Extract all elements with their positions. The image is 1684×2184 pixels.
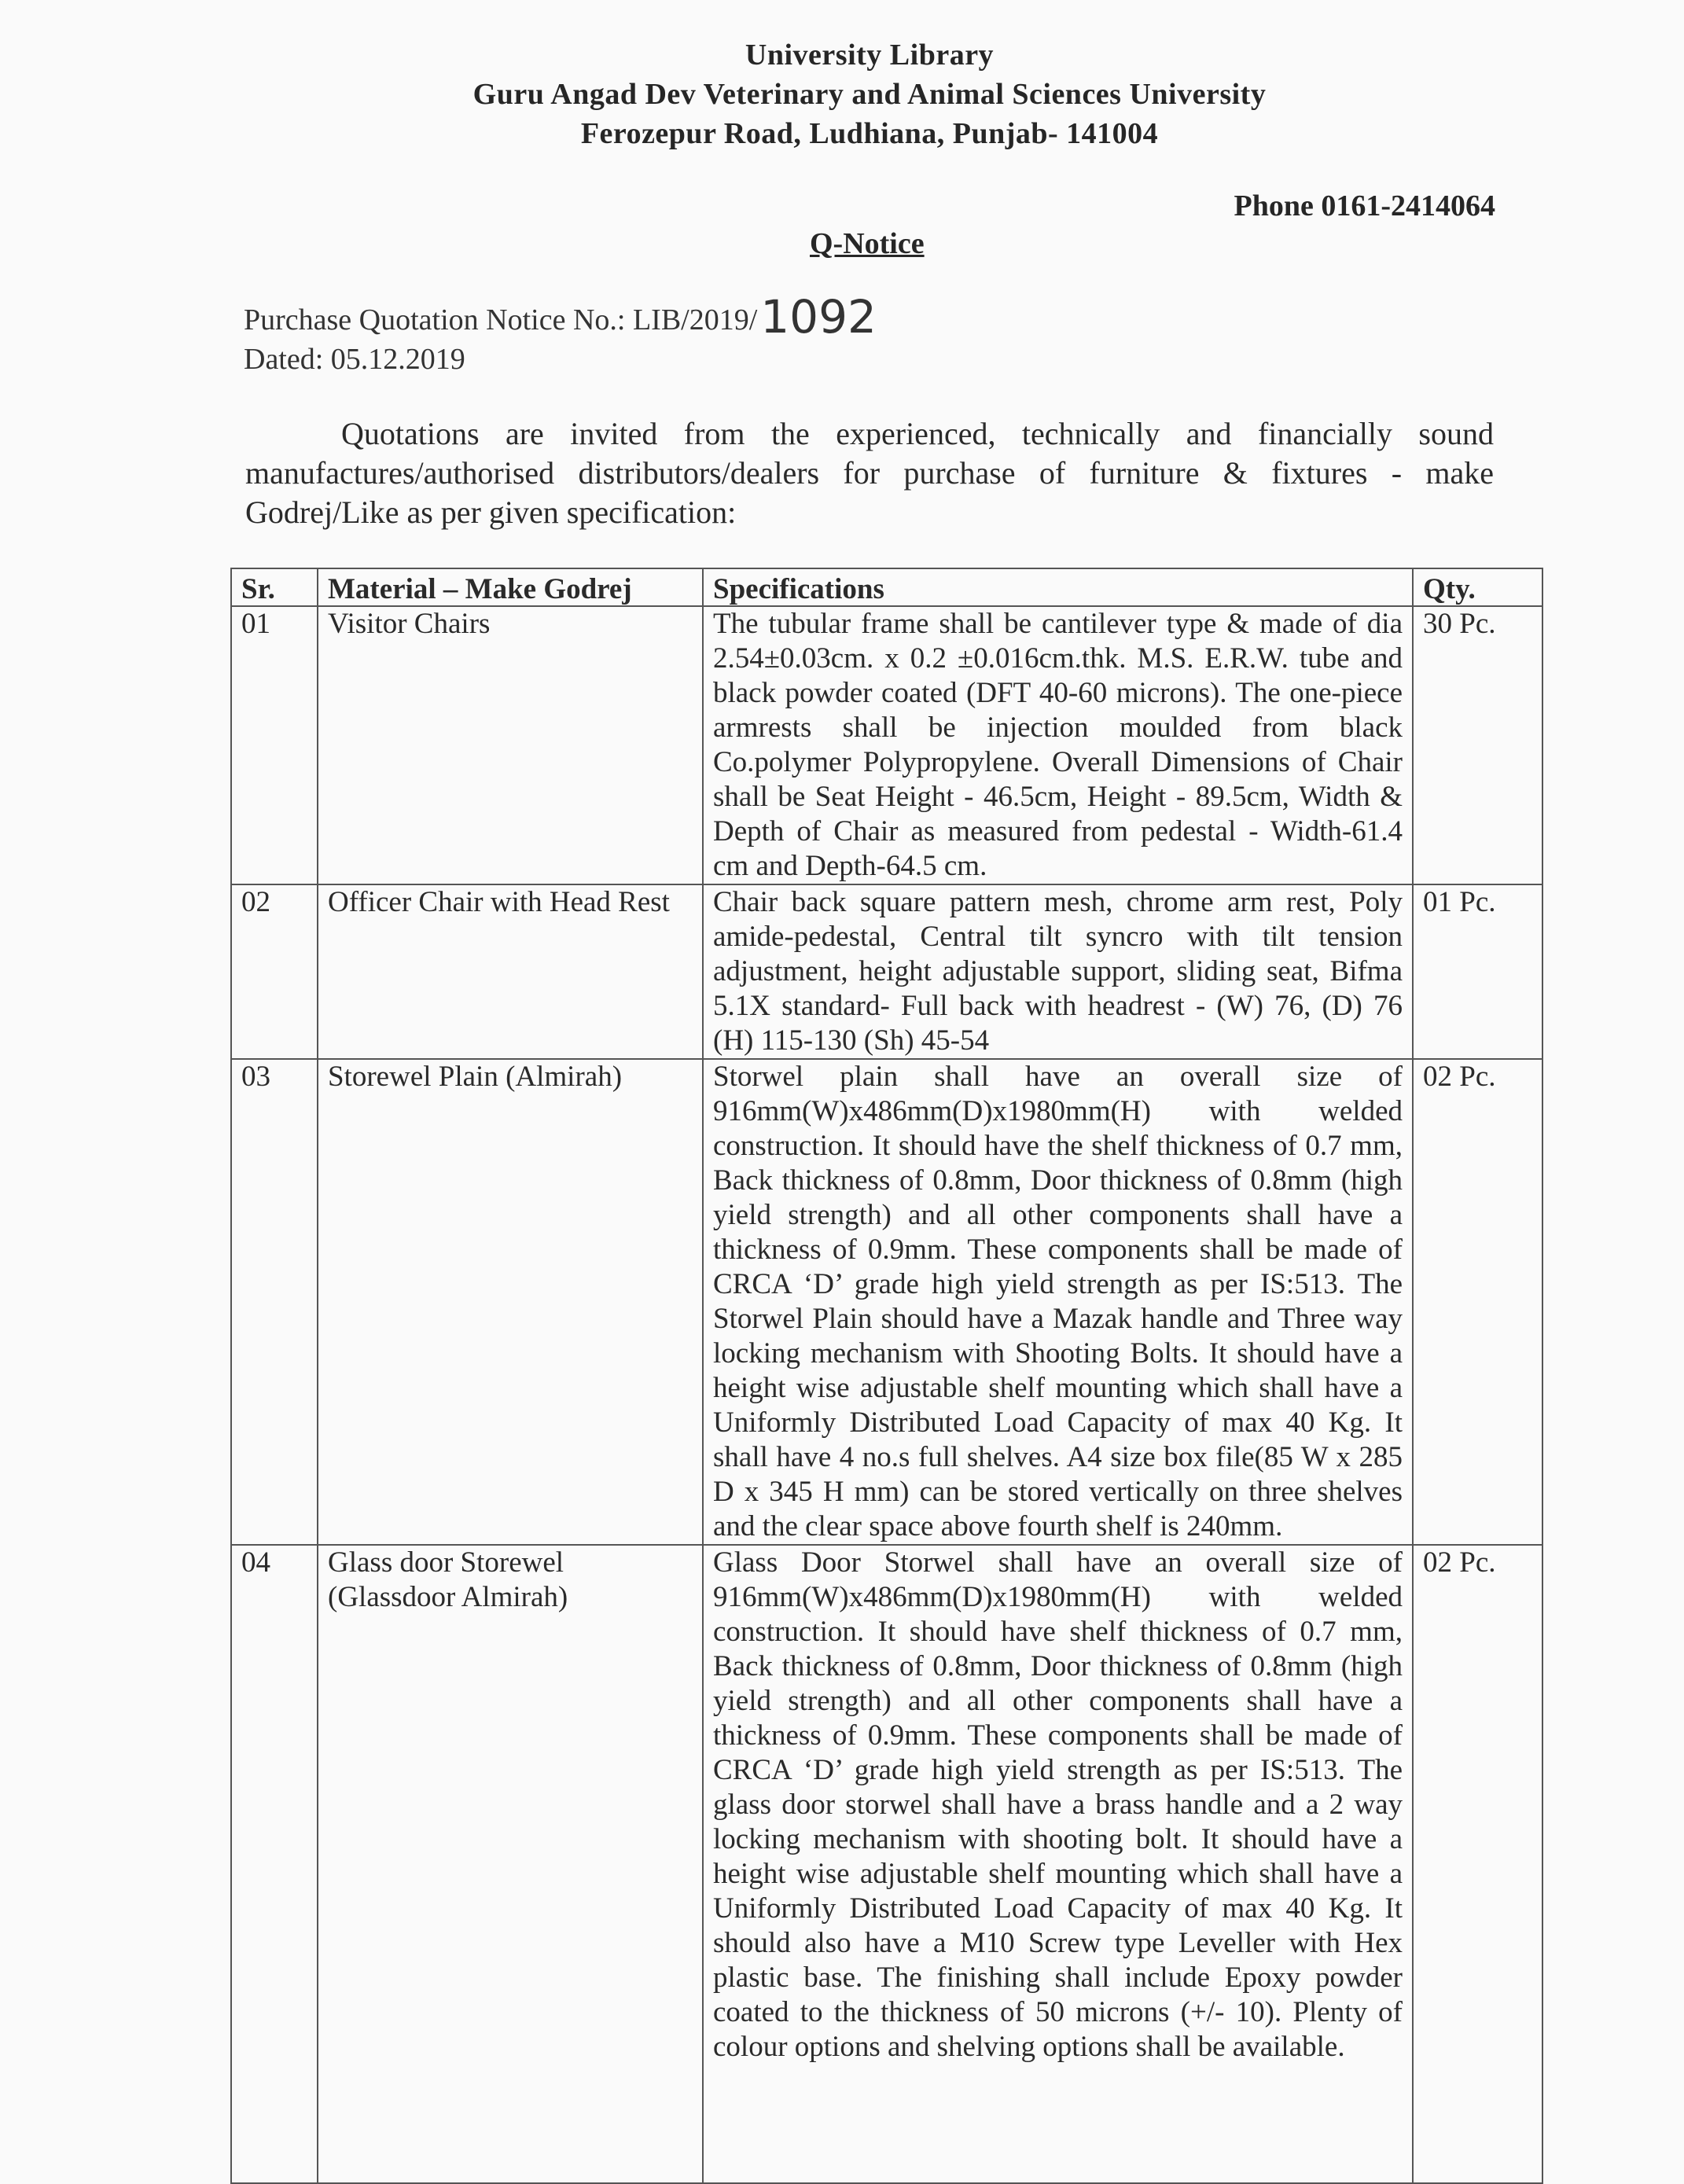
row-qty: 30 Pc. [1413,606,1542,884]
table-row [231,1545,1542,2183]
row-material: Officer Chair with Head Rest [318,884,703,1059]
notice-number-label: Purchase Quotation Notice No.: LIB/2019/ [244,303,758,336]
row-sr: 04 [231,1545,318,2183]
header-qty: Qty. [1413,568,1542,606]
row-sr: 01 [231,606,318,884]
notice-date: Dated: 05.12.2019 [244,343,465,376]
phone-number: Phone 0161-2414064 [1234,189,1495,222]
header-specifications: Specifications [703,568,1413,606]
row-material: Storewel Plain (Almirah) [318,1059,703,1545]
header-university-name: Guru Angad Dev Veterinary and Animal Sciences University [472,78,1267,111]
header-sr: Sr. [231,568,318,606]
row-qty: 01 Pc. [1413,884,1542,1059]
row-sr: 02 [231,884,318,1059]
row-material: Visitor Chairs [318,606,703,884]
header-material: Material – Make Godrej [318,568,703,606]
row-specification: Storwel plain shall have an overall size of 916mm(W)x486mm(D)x1980mm(H) with welded construction. It should have the shelf thickness of 0.7 mm, Back thickness of 0.8mm, Door thickness of 0.8mm (high yield strength) and all other components shall have a thickness of 0.9mm. These components shall be made of CRCA ‘D’ grade high yield strength as per IS:513. The Storwel Plain should have a Mazak handle and Three way locking mechanism with Shooting Bolts. It should have a height wise adjustable shelf mounting which shall have a Uniformly Distributed Load Capacity of max 40 Kg. It shall have 4 no.s full shelves. A4 size box file(85 W x 285 D x 345 H mm) can be stored vertically on three shelves and the clear space above fourth shelf is 240mm. [703,1059,1413,1545]
specification-table [230,568,1543,2184]
header-address: Ferozepur Road, Ludhiana, Punjab- 141004 [580,117,1159,150]
row-material: Glass door Storewel (Glassdoor Almirah) [318,1545,703,2183]
row-specification: Chair back square pattern mesh, chrome arm rest, Poly amide-pedestal, Central tilt syncro with tilt tension adjustment, height adjustable support, sliding seat, Bifma 5.1X standard- Full back with headrest - (W) 76, (D) 76 (H) 115-130 (Sh) 45-54 [703,884,1413,1059]
row-specification: The tubular frame shall be cantilever type & made of dia 2.54±0.03cm. x 0.2 ±0.016cm.thk. M.S. E.R.W. tube and black powder coated (DFT 40-60 microns). The one-piece armrests shall be injection moulded from black Co.polymer Polypropylene. Overall Dimensions of Chair shall be Seat Height - 46.5cm, Height - 89.5cm, Width & Depth of Chair as measured from pedestal - Width-61.4 cm and Depth-64.5 cm. [703,606,1413,884]
handwritten-notice-number: 1092 [760,290,877,344]
row-sr: 03 [231,1059,318,1545]
intro-paragraph: Quotations are invited from the experienced, technically and financially sound manufactures/authorised distributors/dealers for purchase of furniture & fixtures - make Godrej/Like as per given specification: [245,416,1494,530]
row-qty: 02 Pc. [1413,1545,1542,2183]
notice-number-line [244,290,877,344]
notice-title: Q-Notice [810,227,925,260]
table-row [231,1059,1542,1545]
letterhead [0,35,1684,153]
notice-reference [244,290,877,379]
header-library-name: University Library [745,39,995,72]
table-row [231,606,1542,884]
row-specification: Glass Door Storwel shall have an overall size of 916mm(W)x486mm(D)x1980mm(H) with welded construction. It should have shelf thickness of 0.7 mm, Back thickness of 0.8mm, Door thickness of 0.8mm (high yield strength) and all other components shall have a thickness of 0.9mm. These components shall be made of CRCA ‘D’ grade high yield strength as per IS:513. The glass door storwel shall have a brass handle and a 2 way locking mechanism with shooting bolt. It should have a height wise adjustable shelf mounting which shall have a Uniformly Distributed Load Capacity of max 40 Kg. It should also have a M10 Screw type Leveller with Hex plastic base. The finishing shall include Epoxy powder coated to the thickness of 50 microns (+/- 10). Plenty of colour options and shelving options shall be available. [703,1545,1413,2183]
table-row [231,884,1542,1059]
row-qty: 02 Pc. [1413,1059,1542,1545]
table-header-row [231,568,1542,606]
